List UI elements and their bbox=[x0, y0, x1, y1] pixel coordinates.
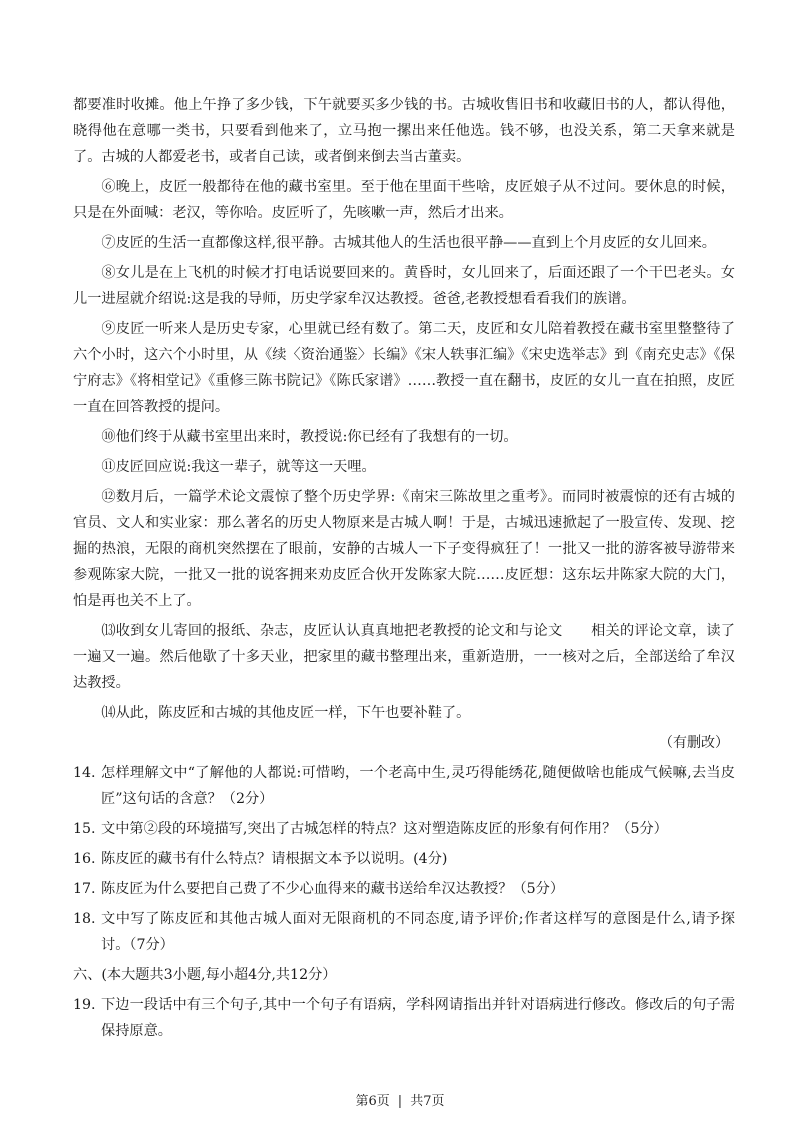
paragraph-9: ⑨皮匠一听来人是历史专家，心里就已经有数了。第二天，皮匠和女儿陪着教授在藏书室里整整待了六个小时，这六个小时里，从《续〈资治通鉴〉长编》《宋人轶事汇编》《宋史选举志》到《南充史志》《保宁府志》《将相堂记》《重修三陈书院记》《陈氏家谱》……教授一直在翻书，皮匠的女儿一直在拍照，皮匠一直在回答教授的提问。 bbox=[73, 321, 735, 415]
question-text: 文中第②段的环境描写,突出了古城怎样的特点？这对塑造陈皮匠的形象有何作用？（5分） bbox=[101, 821, 668, 837]
page-footer bbox=[0, 1090, 800, 1109]
question-text: 下边一段话中有三个句子,其中一个句子有语病，学科网请指出并针对语病进行修改。修改后的句子需保持原意。 bbox=[101, 997, 735, 1039]
paragraph-14: ⒁从此，陈皮匠和古城的其他皮匠一样，下午也要补鞋了。 bbox=[101, 705, 471, 721]
paragraph-6: ⑥晚上，皮匠一般都待在他的藏书室里。至于他在里面干些啥，皮匠娘子从不过问。要休息的时候，只是在外面喊：老汉，等你哈。皮匠听了，先咳嗽一声，然后才出来。 bbox=[73, 179, 735, 221]
paragraph-7: ⑦皮匠的生活一直都像这样,很平静。古城其他人的生活也很平静——直到上个月皮匠的女儿回来。 bbox=[101, 235, 716, 251]
paragraph-8: ⑧女儿是在上飞机的时候才打电话说要回来的。黄昏时，女儿回来了，后面还跟了一个干巴老头。女儿一进屋就介绍说:这是我的导师，历史学家牟汉达教授。爸爸,老教授想看看我们的族谱。 bbox=[73, 265, 735, 307]
question-text: 陈皮匠的藏书有什么特点？请根据文本予以说明。(4分) bbox=[101, 851, 448, 867]
paragraph-13: ⒀收到女儿寄回的报纸、杂志，皮匠认认真真地把老教授的论文和与论文 相关的评论文章，读了一遍又一遍。然后他歇了十多天业，把家里的藏书整理出来，重新造册，一一核对之后，全部送给了牟汉达教授。 bbox=[73, 623, 735, 691]
source-note: （有删改） bbox=[659, 735, 729, 751]
paragraph-10: ⑩他们终于从藏书室里出来时，教授说:你已经有了我想有的一切。 bbox=[101, 429, 518, 445]
question-number: 16. bbox=[73, 851, 96, 867]
page-total: 共7页 bbox=[410, 1094, 445, 1109]
question-text: 陈皮匠为什么要把自己费了不少心血得来的藏书送给牟汉达教授？（5分） bbox=[101, 881, 565, 897]
question-14 bbox=[73, 760, 735, 812]
question-number: 19. bbox=[73, 997, 96, 1013]
paragraph-12: ⑫数月后，一篇学术论文震惊了整个历史学界:《南宋三陈故里之重考》。而同时被震惊的还有古城的官员、文人和实业家：那么著名的历史人物原来是古城人啊！于是，古城迅速掀起了一股宣传、发现、挖掘的热浪，无限的商机突然摆在了眼前，安静的古城人一下子变得疯狂了！一批又一批的游客被导游带来参观陈家大院，一批又一批的说客拥来劝皮匠合伙开发陈家大院……皮匠想：这东坛井陈家大院的大门，怕是再也关不上了。 bbox=[73, 489, 735, 609]
footer-separator: | bbox=[397, 1094, 403, 1109]
question-17 bbox=[73, 876, 735, 902]
section-6-heading: 六、(本大题共3小题,每小超4分,共12分） bbox=[73, 967, 337, 983]
question-text: 文中写了陈皮匠和其他古城人面对无限商机的不同态度,请予评价;作者这样写的意图是什么,请予探讨。（7分） bbox=[101, 911, 735, 953]
question-19 bbox=[73, 992, 735, 1044]
question-number: 17. bbox=[73, 881, 96, 897]
question-number: 14. bbox=[73, 765, 96, 781]
question-18 bbox=[73, 906, 735, 958]
content-area bbox=[73, 92, 735, 1048]
paragraph-11: ⑪皮匠回应说:我这一辈子，就等这一天哩。 bbox=[101, 459, 376, 475]
page-number: 第6页 bbox=[355, 1094, 390, 1109]
question-number: 15. bbox=[73, 821, 96, 837]
question-15 bbox=[73, 816, 735, 842]
paragraph-continued: 都要准时收摊。他上午挣了多少钱，下午就要买多少钱的书。古城收售旧书和收藏旧书的人，都认得他，晓得他在意哪一类书，只要看到他来了，立马抱一摞出来任他选。钱不够，也没关系，第二天拿来就是了。古城的人都爱老书，或者自己读，或者倒来倒去当古董卖。 bbox=[73, 97, 735, 165]
question-number: 18. bbox=[73, 911, 96, 927]
question-16 bbox=[73, 846, 735, 872]
question-text: 怎样理解文中“了解他的人都说:可惜哟，一个老高中生,灵巧得能绣花,随便做啥也能成气候嘛,去当皮匠”这句话的含意？（2分） bbox=[101, 765, 735, 807]
